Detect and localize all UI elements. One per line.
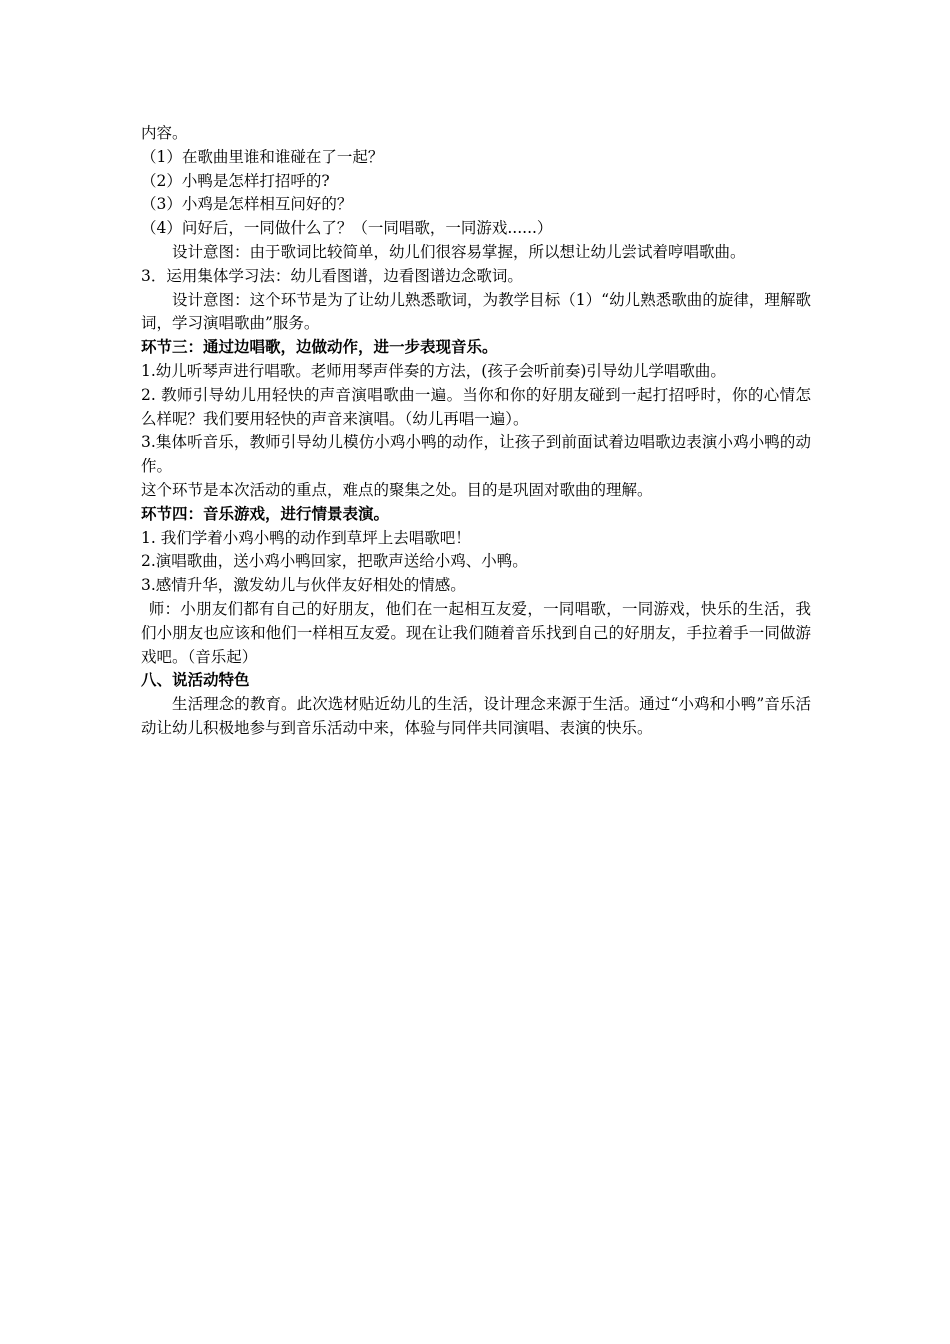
question-item: （3）小鸡是怎样相互问好的？ [141,195,353,214]
section-heading: 环节四：音乐游戏，进行情景表演。 [141,504,390,523]
text-line: 这个环节是本次活动的重点，难点的聚集之处。目的是巩固对歌曲的理解。 [141,480,653,499]
step-item: 3.感情升华，激发幼儿与伙伴友好相处的情感。 [141,576,466,595]
step-item: 1. 我们学着小鸡小鸭的动作到草坪上去唱歌吧！ [141,528,471,547]
design-intent-paragraph: 设计意图：这个环节是为了让幼儿熟悉歌词，为教学目标（1）“幼儿熟悉歌曲的旋律，理解歌词，学习演唱歌曲”服务。 [141,290,811,333]
question-item: （2）小鸭是怎样打招呼的? [141,171,330,190]
step-paragraph: 1.幼儿听琴声进行唱歌。老师用琴声伴奏的方法，(孩子会听前奏)引导幼儿学唱歌曲。 [141,361,726,380]
step-paragraph: 3.集体听音乐，教师引导幼儿模仿小鸡小鸭的动作，让孩子到前面试着边唱歌边表演小鸡小鸭的动作。 [141,433,811,476]
step-item: 3．运用集体学习法：幼儿看图谱，边看图谱边念歌词。 [141,266,523,285]
question-item: （1）在歌曲里谁和谁碰在了一起？ [141,147,384,166]
body-paragraph: 生活理念的教育。此次选材贴近幼儿的生活，设计理念来源于生活。通过“小鸡和小鸭”音乐活动让幼儿积极地参与到音乐活动中来，体验与同伴共同演唱、表演的快乐。 [141,695,811,737]
section-heading: 八、说活动特色 [141,671,250,690]
section-heading: 环节三：通过边唱歌，边做动作，进一步表现音乐。 [141,338,498,357]
step-item: 2.演唱歌曲，送小鸡小鸭回家，把歌声送给小鸡、小鸭。 [141,552,528,571]
step-paragraph: 2. 教师引导幼儿用轻快的声音演唱歌曲一遍。当你和你的好朋友碰到一起打招呼时，你的心情怎么样呢？我们要用轻快的声音来演唱。（幼儿再唱一遍）。 [141,385,811,428]
document-page [141,122,811,741]
design-intent-paragraph: 设计意图：由于歌词比较简单，幼儿们很容易掌握，所以想让幼儿尝试着哼唱歌曲。 [172,242,746,261]
teacher-speech-paragraph: 师：小朋友们都有自己的好朋友，他们在一起相互友爱，一同唱歌，一同游戏，快乐的生活，我们小朋友也应该和他们一样相互友爱。现在让我们随着音乐找到自己的好朋友，手拉着手一同做游戏吧。（音乐起） [141,599,811,666]
text-line: 内容。 [141,124,188,142]
question-item: （4）问好后，一同做什么了？（一同唱歌，一同游戏......） [141,219,553,238]
